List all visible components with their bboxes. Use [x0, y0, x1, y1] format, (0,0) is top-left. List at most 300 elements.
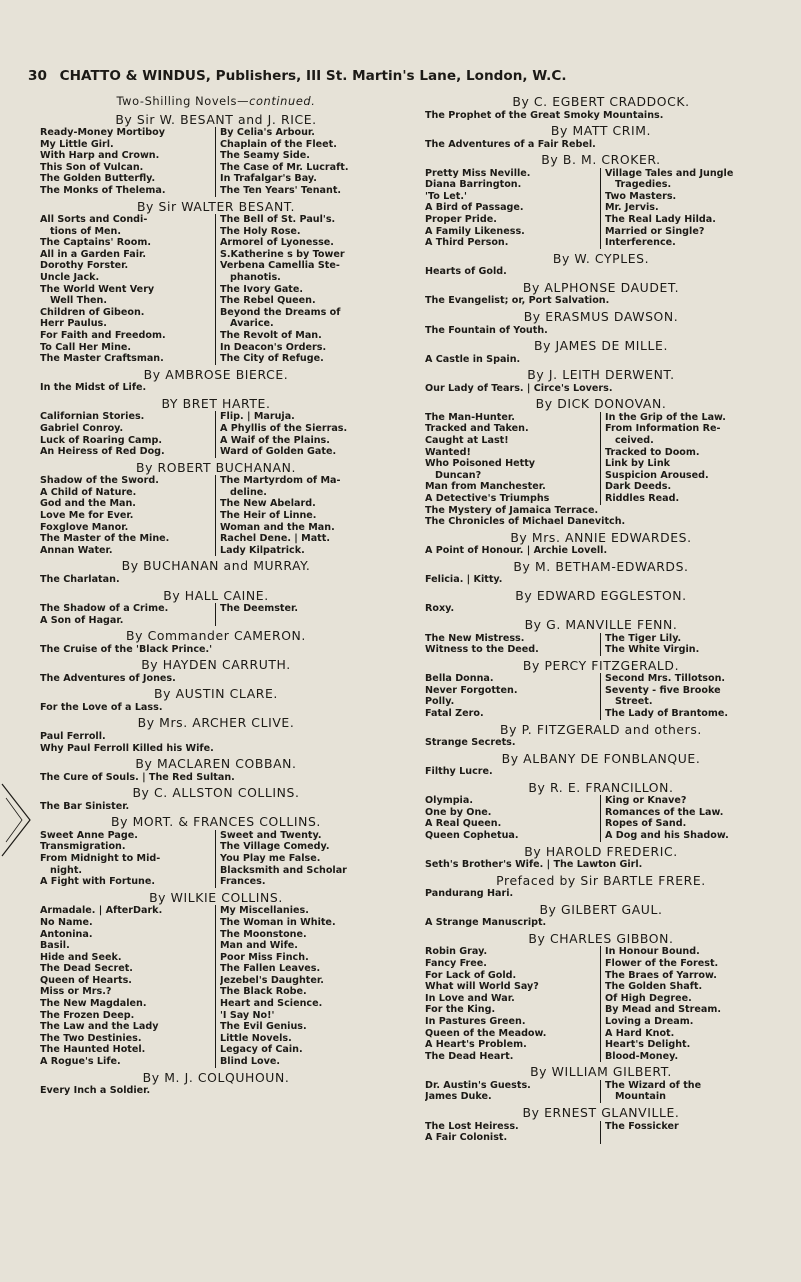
book-title: The Village Comedy.: [220, 841, 330, 853]
book-title: The Fossicker: [605, 1120, 679, 1132]
book-title: King or Knave?: [605, 795, 687, 807]
book-title: Queen of Hearts.: [40, 974, 132, 986]
author-section: [425, 309, 777, 336]
book-title: Dorothy Forster.: [40, 260, 129, 272]
author-heading: BY BRET HARTE.: [161, 395, 271, 411]
title-grid: [425, 168, 777, 249]
book-title: A Bird of Passage.: [425, 202, 524, 214]
book-title: A Waif of the Plains.: [220, 434, 330, 446]
title-column-right: [601, 673, 777, 719]
author-section: [425, 123, 777, 150]
book-title: Luck of Roaring Camp.: [40, 434, 162, 446]
book-title: The New Mistress.: [425, 632, 525, 644]
author-heading: By MACLAREN COBBAN.: [135, 756, 297, 772]
book-title: The Ten Years' Tenant.: [220, 184, 342, 196]
author-section: [40, 367, 392, 394]
book-title: The Adventures of Jones.: [40, 672, 176, 684]
book-title: No Name.: [40, 916, 93, 928]
page-number: 30: [28, 68, 47, 84]
author-section: [40, 94, 392, 110]
page-header: [28, 68, 773, 90]
book-title: The Prophet of the Great Smoky Mountains.: [425, 109, 664, 121]
title-column-left: [40, 411, 216, 457]
book-title: ceived.: [615, 435, 654, 446]
book-title: The Shadow of a Crime.: [40, 603, 169, 614]
section-heading: [40, 94, 392, 110]
book-title: Duncan?: [435, 469, 482, 481]
book-title: A Child of Nature.: [40, 486, 137, 498]
book-title: Filthy Lucre.: [425, 766, 493, 778]
title-column-left: [425, 168, 601, 249]
book-title: For Faith and Freedom.: [40, 330, 166, 341]
book-title: The Revolt of Man.: [220, 330, 322, 341]
book-title: A Third Person.: [425, 237, 509, 249]
author-heading: By G. MANVILLE FENN.: [524, 617, 678, 633]
book-title: The Ivory Gate.: [220, 283, 304, 295]
book-title: Riddles Read.: [605, 492, 680, 504]
right-column: [425, 94, 777, 1144]
book-title: This Son of Vulcan.: [40, 161, 144, 173]
author-section: [40, 657, 392, 684]
author-section: [425, 844, 777, 871]
book-title: Strange Secrets.: [425, 737, 516, 749]
title-grid: [40, 411, 392, 457]
book-title: The Law and the Lady: [40, 1021, 159, 1033]
title-column-right: [601, 168, 777, 249]
author-heading: By M. BETHAM-EDWARDS.: [513, 558, 689, 574]
book-title: You Play me False.: [220, 853, 321, 865]
author-section: [40, 199, 392, 365]
book-title: Shadow of the Sword.: [40, 475, 159, 487]
book-title: Olympia.: [425, 795, 473, 807]
book-title: The Heir of Linne.: [220, 510, 317, 522]
book-title: The Evangelist; or, Port Salvation.: [425, 295, 610, 307]
book-title: The Cruise of the 'Black Prince.': [40, 643, 213, 655]
book-title: Blood-Money.: [605, 1050, 679, 1062]
title-column-left: [425, 795, 601, 841]
title-column-right: [216, 214, 392, 365]
book-title: Foxglove Manor.: [40, 521, 129, 533]
book-title: Two Masters.: [605, 190, 677, 202]
book-title: Little Novels.: [220, 1032, 292, 1044]
book-title: The Monks of Thelema.: [40, 184, 166, 196]
author-heading: By ALBANY DE FONBLANQUE.: [501, 750, 701, 766]
book-title: Pretty Miss Neville.: [425, 167, 531, 179]
book-title: A Rogue's Life.: [40, 1056, 121, 1068]
book-title: An Heiress of Red Dog.: [40, 446, 165, 458]
author-section: [425, 152, 777, 249]
book-title: Lady Kilpatrick.: [220, 544, 305, 556]
book-title: A Strange Manuscript.: [425, 917, 547, 929]
title-column-right: [601, 946, 777, 1062]
author-heading: By Commander CAMERON.: [126, 628, 306, 644]
title-column-left: [425, 1080, 601, 1103]
author-heading: By C. EGBERT CRADDOCK.: [512, 94, 690, 109]
book-title: What will World Say?: [425, 981, 539, 993]
book-title: Antonina.: [40, 928, 93, 940]
title-column-left: [425, 633, 601, 656]
book-title: The Real Lady Hilda.: [605, 214, 716, 226]
book-title: Ready-Money Mortiboy: [40, 127, 165, 138]
book-title: My Miscellanies.: [220, 905, 309, 917]
author-heading: By BUCHANAN and MURRAY.: [121, 558, 311, 574]
book-title: Seventy - five Brooke: [605, 684, 721, 696]
title-grid: [425, 1080, 777, 1103]
author-section: [425, 338, 777, 365]
book-title: Paul Ferroll.: [40, 730, 106, 742]
author-heading: By WILKIE COLLINS.: [149, 889, 283, 905]
book-title: The Evil Genius.: [220, 1021, 307, 1033]
title-grid: [40, 905, 392, 1067]
author-section: [425, 396, 777, 527]
author-section: [425, 902, 777, 929]
title-column-right: [216, 603, 392, 626]
heading-prefix: Two-Shilling Novels—: [116, 94, 250, 108]
book-title: The Adventures of a Fair Rebel.: [425, 138, 596, 150]
author-heading: By WILLIAM GILBERT.: [530, 1064, 672, 1080]
author-heading: By AUSTIN CLARE.: [154, 686, 278, 702]
title-column-left: [425, 946, 601, 1062]
author-heading: Prefaced by Sir BARTLE FRERE.: [496, 872, 706, 888]
book-title: The Lost Heiress.: [425, 1120, 519, 1132]
book-title: Proper Pride.: [425, 214, 497, 226]
book-title: Pandurang Hari.: [425, 888, 514, 900]
author-section: [425, 559, 777, 586]
book-title: In the Grip of the Law.: [605, 411, 726, 423]
book-title: My Little Girl.: [40, 138, 114, 150]
author-heading: By Sir W. BESANT and J. RICE.: [115, 111, 317, 127]
book-title: The City of Refuge.: [220, 353, 324, 365]
book-title: Who Poisoned Hetty: [425, 458, 536, 470]
book-title: Flip. | Maruja.: [220, 411, 295, 423]
book-title: Diana Barrington.: [425, 179, 522, 191]
book-title: The Master of the Mine.: [40, 533, 170, 545]
book-title: Mountain: [615, 1091, 666, 1103]
left-column: [40, 94, 392, 1097]
book-title: Polly.: [425, 696, 455, 708]
author-section: [425, 873, 777, 900]
book-title: A Point of Honour. | Archie Lovell.: [425, 545, 608, 557]
book-title: Felicia. | Kitty.: [425, 574, 503, 586]
book-title: The Fountain of Youth.: [425, 324, 548, 336]
book-title: night.: [50, 864, 83, 876]
book-title: Children of Gibeon.: [40, 306, 145, 318]
book-title: To Call Her Mine.: [40, 341, 132, 353]
book-title: tions of Men.: [50, 225, 121, 237]
book-title: By Mead and Stream.: [605, 1004, 722, 1016]
author-section: [425, 780, 777, 842]
book-title: Avarice.: [230, 318, 274, 330]
book-title: The World Went Very: [40, 283, 155, 295]
book-title: The Golden Shaft.: [605, 981, 703, 993]
book-title: The Rebel Queen.: [220, 295, 316, 307]
book-title: God and the Man.: [40, 498, 136, 510]
book-title: A Heart's Problem.: [425, 1039, 527, 1051]
book-title: Poor Miss Finch.: [220, 951, 309, 963]
book-title: Fatal Zero.: [425, 708, 484, 719]
book-title: The Deemster.: [220, 603, 299, 614]
title-column-right: [601, 412, 777, 505]
book-title: A Detective's Triumphs: [425, 492, 550, 504]
author-section: [40, 628, 392, 655]
book-title: [605, 1132, 777, 1144]
book-title: Chaplain of the Fleet.: [220, 138, 337, 150]
book-title: With Harp and Crown.: [40, 150, 160, 162]
title-column-left: [40, 475, 216, 556]
author-heading: By DICK DONOVAN.: [535, 396, 667, 412]
author-heading: By ROBERT BUCHANAN.: [135, 459, 297, 475]
title-grid: [40, 214, 392, 365]
book-title: Caught at Last!: [425, 435, 509, 446]
book-title: Mr. Jervis.: [605, 202, 659, 214]
title-grid: [40, 127, 392, 197]
book-title: A Fair Colonist.: [425, 1132, 508, 1144]
book-title: Never Forgotten.: [425, 684, 518, 696]
book-title: The Moonstone.: [220, 928, 307, 940]
author-section: [425, 1105, 777, 1144]
title-column-left: [40, 214, 216, 365]
title-grid: [425, 673, 777, 719]
book-title: The Captains' Room.: [40, 237, 151, 249]
book-title: Man and Wife.: [220, 940, 298, 952]
title-column-left: [40, 127, 216, 197]
book-title: Blacksmith and Scholar: [220, 864, 347, 876]
book-title: Witness to the Deed.: [425, 644, 539, 656]
author-section: [40, 112, 392, 197]
book-title: Basil.: [40, 940, 70, 952]
book-title: Dr. Austin's Guests.: [425, 1079, 531, 1091]
book-title: Gabriel Conroy.: [40, 422, 124, 434]
book-title: Hide and Seek.: [40, 951, 122, 963]
author-section: [40, 756, 392, 783]
book-title: The Dead Heart.: [425, 1050, 514, 1062]
book-title: For the King.: [425, 1004, 496, 1016]
book-title: The Frozen Deep.: [40, 1009, 135, 1021]
author-section: [425, 658, 777, 720]
book-title: Tracked and Taken.: [425, 423, 529, 435]
book-title: The Fallen Leaves.: [220, 963, 321, 975]
book-title: The Martyrdom of Ma-: [220, 475, 341, 487]
book-title: Romances of the Law.: [605, 806, 724, 818]
author-heading: By ALPHONSE DAUDET.: [522, 279, 680, 295]
book-title: Bella Donna.: [425, 673, 494, 685]
book-title: Love Me for Ever.: [40, 510, 134, 522]
author-heading: By AMBROSE BIERCE.: [143, 366, 289, 382]
author-heading: By P. FITZGERALD and others.: [500, 721, 702, 737]
author-heading: By JAMES DE MILLE.: [533, 338, 669, 354]
book-title: Married or Single?: [605, 225, 705, 237]
title-column-left: [425, 673, 601, 719]
book-title: Miss or Mrs.?: [40, 986, 112, 998]
title-column-right: [601, 633, 777, 656]
author-heading: By CHARLES GIBBON.: [528, 930, 674, 946]
author-heading: By MATT CRIM.: [550, 123, 652, 139]
book-title: A Fight with Fortune.: [40, 876, 156, 888]
book-title: The Seamy Side.: [220, 150, 310, 162]
title-grid: [425, 412, 777, 505]
book-title: The Lady of Brantome.: [605, 708, 729, 719]
book-title: Queen Cophetua.: [425, 830, 519, 842]
book-title: Link by Link: [605, 458, 671, 470]
author-section: [40, 396, 392, 458]
book-title: Sweet and Twenty.: [220, 829, 322, 841]
book-title: Of High Degree.: [605, 992, 692, 1004]
book-title: Heart's Delight.: [605, 1039, 691, 1051]
book-title: Rachel Dene. | Matt.: [220, 533, 330, 545]
author-heading: By ERNEST GLANVILLE.: [522, 1105, 680, 1121]
book-title: Jezebel's Daughter.: [220, 974, 324, 986]
title-column-right: [601, 1121, 777, 1144]
title-grid: [425, 795, 777, 841]
book-title: Robin Gray.: [425, 946, 488, 958]
book-title: The Tiger Lily.: [605, 632, 682, 644]
title-column-right: [216, 127, 392, 197]
book-title: A Dog and his Shadow.: [605, 830, 729, 842]
book-title: In Pastures Green.: [425, 1016, 526, 1027]
book-title: For the Love of a Lass.: [40, 701, 163, 713]
title-grid: [425, 633, 777, 656]
book-title: Tragedies.: [615, 179, 672, 191]
author-heading: By R. E. FRANCILLON.: [528, 779, 674, 795]
book-title: A Real Queen.: [425, 818, 502, 830]
book-title: Fancy Free.: [425, 958, 487, 970]
book-title: Armadale. | AfterDark.: [40, 905, 163, 917]
book-title: In the Midst of Life.: [40, 382, 147, 394]
title-grid: [425, 1121, 777, 1144]
publisher-address: III St. Martin's Lane, London, W.C.: [306, 68, 567, 84]
book-title: Heart and Science.: [220, 998, 323, 1010]
book-title: Herr Paulus.: [40, 318, 107, 330]
book-title: Street.: [615, 696, 653, 708]
author-heading: By HAYDEN CARRUTH.: [141, 657, 291, 673]
book-title: Blind Love.: [220, 1056, 281, 1068]
book-title: From Information Re-: [605, 423, 721, 435]
book-title: The White Virgin.: [605, 644, 700, 656]
book-title: Ropes of Sand.: [605, 818, 687, 830]
title-column-left: [425, 1121, 601, 1144]
author-section: [425, 367, 777, 394]
book-title: The New Abelard.: [220, 498, 316, 510]
heading-suffix: continued.: [249, 94, 316, 108]
author-heading: By Mrs. ARCHER CLIVE.: [137, 715, 295, 731]
publisher-name: CHATTO & WINDUS, Publishers,: [59, 68, 302, 84]
book-title: One by One.: [425, 806, 492, 818]
title-grid: [425, 946, 777, 1062]
book-title: All Sorts and Condi-: [40, 214, 148, 226]
book-title: Wanted!: [425, 446, 471, 458]
title-grid: [40, 475, 392, 556]
author-heading: By Sir WALTER BESANT.: [136, 198, 296, 214]
book-title: phanotis.: [230, 272, 281, 284]
book-title: From Midnight to Mid-: [40, 853, 161, 865]
author-section: [40, 715, 392, 754]
book-title: Village Tales and Jungle: [605, 167, 734, 179]
book-title: The Chronicles of Michael Danevitch.: [425, 516, 626, 528]
book-title: By Celia's Arbour.: [220, 127, 315, 138]
author-section: [425, 722, 777, 749]
book-title: The Black Robe.: [220, 986, 307, 998]
author-heading: By GILBERT GAUL.: [539, 901, 663, 917]
book-title: The Woman in White.: [220, 916, 336, 928]
book-title: Armorel of Lyonesse.: [220, 237, 334, 249]
author-section: [425, 530, 777, 557]
book-title: 'To Let.': [425, 190, 467, 202]
book-title: The Bell of St. Paul's.: [220, 214, 336, 226]
book-title: The Dead Secret.: [40, 963, 133, 975]
author-section: [40, 686, 392, 713]
author-section: [40, 814, 392, 887]
book-title: Ward of Golden Gate.: [220, 446, 337, 458]
book-title: Woman and the Man.: [220, 521, 335, 533]
book-title: The Mystery of Jamaica Terrace.: [425, 504, 599, 516]
binding-mark: [0, 780, 38, 860]
book-title: Frances.: [220, 876, 266, 888]
title-column-right: [216, 475, 392, 556]
title-column-right: [216, 411, 392, 457]
book-title: deline.: [230, 486, 267, 498]
author-heading: By ERASMUS DAWSON.: [523, 309, 679, 325]
title-column-left: [40, 603, 216, 626]
book-title: Legacy of Cain.: [220, 1044, 303, 1056]
book-title: Roxy.: [425, 603, 455, 615]
book-title: Second Mrs. Tillotson.: [605, 673, 726, 685]
title-grid: [40, 830, 392, 888]
book-title: For Lack of Gold.: [425, 969, 517, 981]
title-column-left: [40, 905, 216, 1067]
title-column-left: [40, 830, 216, 888]
author-heading: By W. CYPLES.: [552, 250, 650, 266]
book-title: Our Lady of Tears. | Circe's Lovers.: [425, 382, 613, 394]
book-title: A Family Likeness.: [425, 225, 525, 237]
title-column-left: [425, 412, 601, 505]
book-title: The Cure of Souls. | The Red Sultan.: [40, 771, 235, 783]
book-title: A Castle in Spain.: [425, 353, 521, 365]
title-column-right: [216, 905, 392, 1067]
author-heading: By Mrs. ANNIE EDWARDES.: [510, 529, 692, 545]
book-title: A Phyllis of the Sierras.: [220, 422, 348, 434]
book-title: Man from Manchester.: [425, 481, 546, 493]
book-title: Uncle Jack.: [40, 272, 100, 284]
title-grid: [40, 603, 392, 626]
author-heading: By B. M. CROKER.: [541, 152, 661, 168]
book-title: Well Then.: [50, 295, 108, 307]
book-title: The Master Craftsman.: [40, 353, 164, 365]
book-title: In Trafalgar's Bay.: [220, 173, 317, 185]
author-heading: By MORT. & FRANCES COLLINS.: [111, 814, 321, 830]
author-section: [425, 94, 777, 121]
title-column-right: [601, 1080, 777, 1103]
author-section: [40, 558, 392, 585]
book-title: Annan Water.: [40, 544, 113, 556]
book-title: The Man-Hunter.: [425, 411, 515, 423]
book-title: 'I Say No!': [220, 1009, 275, 1021]
book-title: Sweet Anne Page.: [40, 829, 138, 841]
author-section: [425, 251, 777, 278]
author-section: [40, 588, 392, 627]
book-title: Loving a Dream.: [605, 1016, 694, 1027]
book-title: Verbena Camellia Ste-: [220, 260, 340, 272]
author-heading: By HALL CAINE.: [163, 587, 269, 603]
book-title: Seth's Brother's Wife. | The Lawton Girl.: [425, 859, 643, 871]
book-title: Hearts of Gold.: [425, 266, 507, 278]
author-heading: By EDWARD EGGLESTON.: [515, 587, 687, 603]
book-title: Interference.: [605, 237, 676, 249]
book-title: Every Inch a Soldier.: [40, 1085, 151, 1097]
title-column-right: [216, 830, 392, 888]
book-title: In Deacon's Orders.: [220, 341, 327, 353]
author-heading: By PERCY FITZGERALD.: [522, 657, 680, 673]
author-section: [425, 280, 777, 307]
